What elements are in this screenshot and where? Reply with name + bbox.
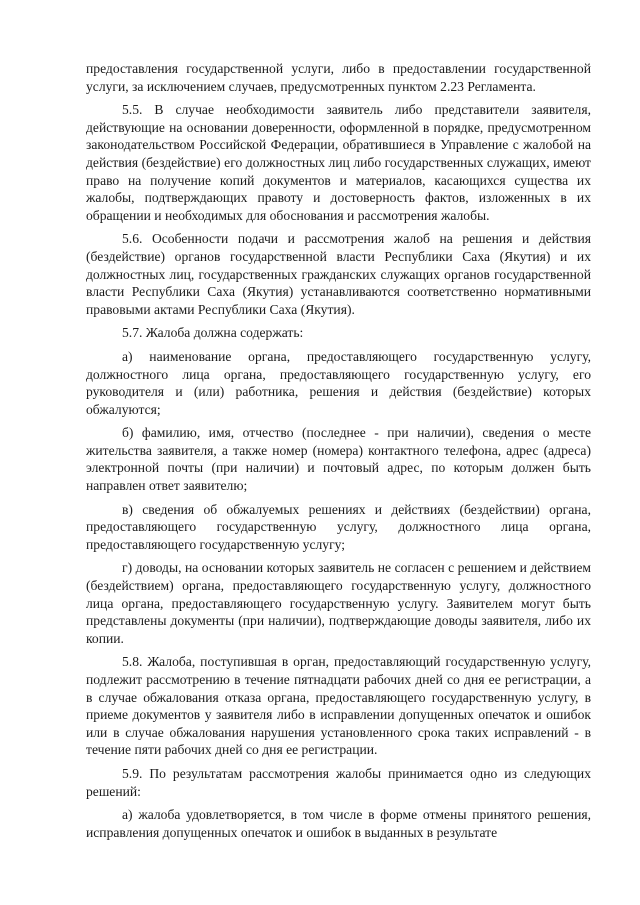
paragraph-5-6: 5.6. Особенности подачи и рассмотрения жалоб на решения и действия (бездействие) органов государственной власти Республики Саха (Якутия) и их должностных лиц, государственных гражданских служащих органов государственной власти Республики Саха (Якутия) устанавливаются соответственно нормативными правовыми актами Республики Саха (Якутия). bbox=[86, 231, 591, 317]
paragraph-5-7-a: а) наименование органа, предоставляющего государственную услугу, должностного лица органа, предоставляющего государственную услугу, его руководителя и (или) работника, решения и действия (бездействие) которых обжалуются; bbox=[86, 348, 591, 417]
paragraph-5-8: 5.8. Жалоба, поступившая в орган, предоставляющий государственную услугу, подлежит рассмотрению в течение пятнадцати рабочих дней со дня ее регистрации, а в случае обжалования отказа органа, предоставляющего государственную услугу, в приеме документов у заявителя либо в исправлении допущенных опечаток и ошибок или в случае обжалования нарушения установленного срока таких исправлений - в течение пяти рабочих дней со дня ее регистрации. bbox=[86, 654, 591, 758]
paragraph-5-5: 5.5. В случае необходимости заявитель либо представители заявителя, действующие на основании доверенности, оформленной в порядке, предусмотренном законодательством Российской Федерации, обратившиеся в Управление с жалобой на действия (бездействие) его должностных лиц либо государственных служащих, имеют право на получение копий документов и материалов, касающихся существа их жалобы, подтверждающих правоту и достоверность фактов, изложенных в их обращении и необходимых для обоснования и рассмотрения жалобы. bbox=[86, 102, 591, 223]
paragraph-continuation: предоставления государственной услуги, либо в предоставлении государственной услуги, за исключением случаев, предусмотренных пунктом 2.23 Регламента. bbox=[86, 61, 591, 94]
paragraph-5-7-v: в) сведения об обжалуемых решениях и действиях (бездействии) органа, предоставляющего государственную услугу, должностного лица органа, предоставляющего государственную услугу; bbox=[86, 501, 591, 552]
paragraph-5-7-g: г) доводы, на основании которых заявитель не согласен с решением и действием (бездействием) органа, предоставляющего государственную услугу, должностного лица органа, предоставляющего государственную услугу. Заявителем могут быть представлены документы (при наличии), подтверждающие доводы заявителя, либо их копии. bbox=[86, 560, 591, 646]
paragraph-5-9: 5.9. По результатам рассмотрения жалобы принимается одно из следующих решений: bbox=[86, 765, 591, 799]
paragraph-5-9-a: а) жалоба удовлетворяется, в том числе в форме отмены принятого решения, исправления допущенных опечаток и ошибок в выданных в результате bbox=[86, 807, 591, 840]
paragraph-5-7: 5.7. Жалоба должна содержать: bbox=[122, 325, 304, 341]
document-page bbox=[86, 60, 591, 847]
paragraph-5-7-b: б) фамилию, имя, отчество (последнее - при наличии), сведения о месте жительства заявителя, а также номер (номера) контактного телефона, адрес (адреса) электронной почты (при наличии) и почтовый адрес, по которым должен быть направлен ответ заявителю; bbox=[86, 425, 591, 494]
